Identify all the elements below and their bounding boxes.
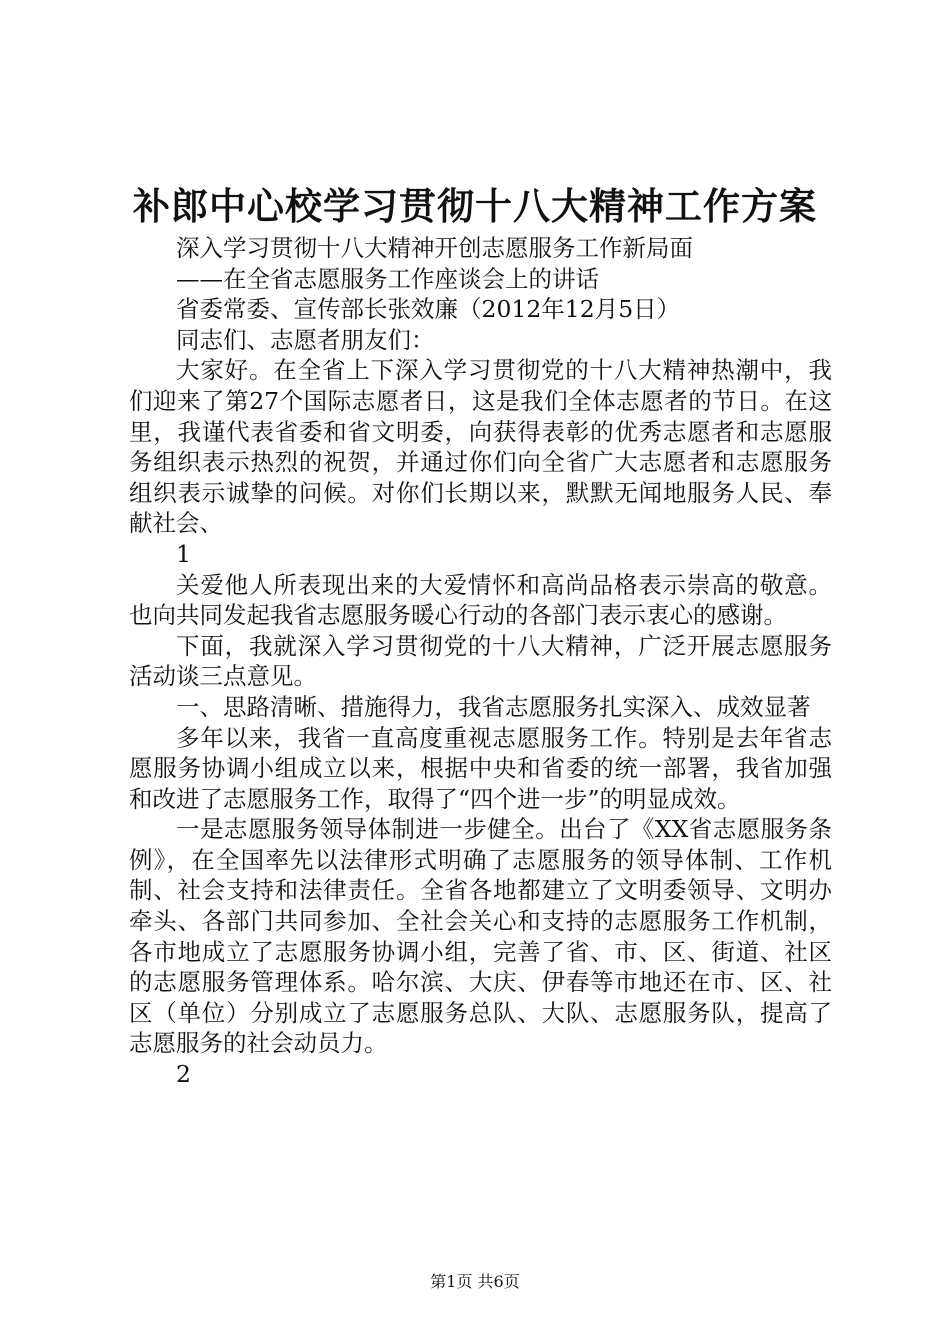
speaker-line: 省委常委、宣传部长张效廉（2012年12月5日）	[176, 295, 681, 324]
inline-page-number: 2	[176, 1060, 191, 1089]
paragraph-overview: 多年以来，我省一直高度重视志愿服务工作。特别是去年省志愿服务协调小组成立以来，根据中央和省委的统一部署，我省加强和改进了志愿服务工作，取得了“四个进一步”的明显成效。	[129, 723, 832, 813]
document-body	[129, 233, 832, 1090]
paragraph-greeting: 大家好。在全省上下深入学习贯彻党的十八大精神热潮中，我们迎来了第27个国际志愿者日，这是我们全体志愿者的节日。在这里，我谨代表省委和省文明委，向获得表彰的优秀志愿者和志愿服务组织表示热烈的祝贺，并通过你们向全省广大志愿者和志愿服务组织表示诚挚的问候。对你们长期以来，默默无闻地服务人民、奉献社会、	[129, 356, 832, 538]
speech-subtitle: ——在全省志愿服务工作座谈会上的讲话	[176, 264, 599, 293]
section-heading-1: 一、思路清晰、措施得力，我省志愿服务扎实深入、成效显著	[176, 692, 811, 721]
paragraph-leadership: 一是志愿服务领导体制进一步健全。出台了《XX省志愿服务条例》，在全国率先以法律形式明确了志愿服务的领导体制、工作机制、社会支持和法律责任。全省各地都建立了文明委领导、文明办牵头、各部门共同参加、全社会关心和支持的志愿服务工作机制，各市地成立了志愿服务协调小组，完善了省、市、区、街道、社区的志愿服务管理体系。哈尔滨、大庆、伊春等市地还在市、区、社区（单位）分别成立了志愿服务总队、大队、志愿服务队，提高了志愿服务的社会动员力。	[129, 815, 832, 1058]
inline-page-number: 1	[176, 539, 191, 568]
speech-title: 深入学习贯彻十八大精神开创志愿服务工作新局面	[176, 234, 693, 262]
paragraph-intro: 下面，我就深入学习贯彻党的十八大精神，广泛开展志愿服务活动谈三点意见。	[129, 631, 832, 691]
paragraph-gratitude: 关爱他人所表现出来的大爱情怀和高尚品格表示崇高的敬意。也向共同发起我省志愿服务暖心行动的各部门表示衷心的感谢。	[129, 570, 832, 630]
page-footer: 第1页 共6页	[430, 1272, 520, 1291]
salutation: 同志们、志愿者朋友们：	[176, 325, 435, 354]
document-title: 补郎中心校学习贯彻十八大精神工作方案	[133, 185, 817, 228]
